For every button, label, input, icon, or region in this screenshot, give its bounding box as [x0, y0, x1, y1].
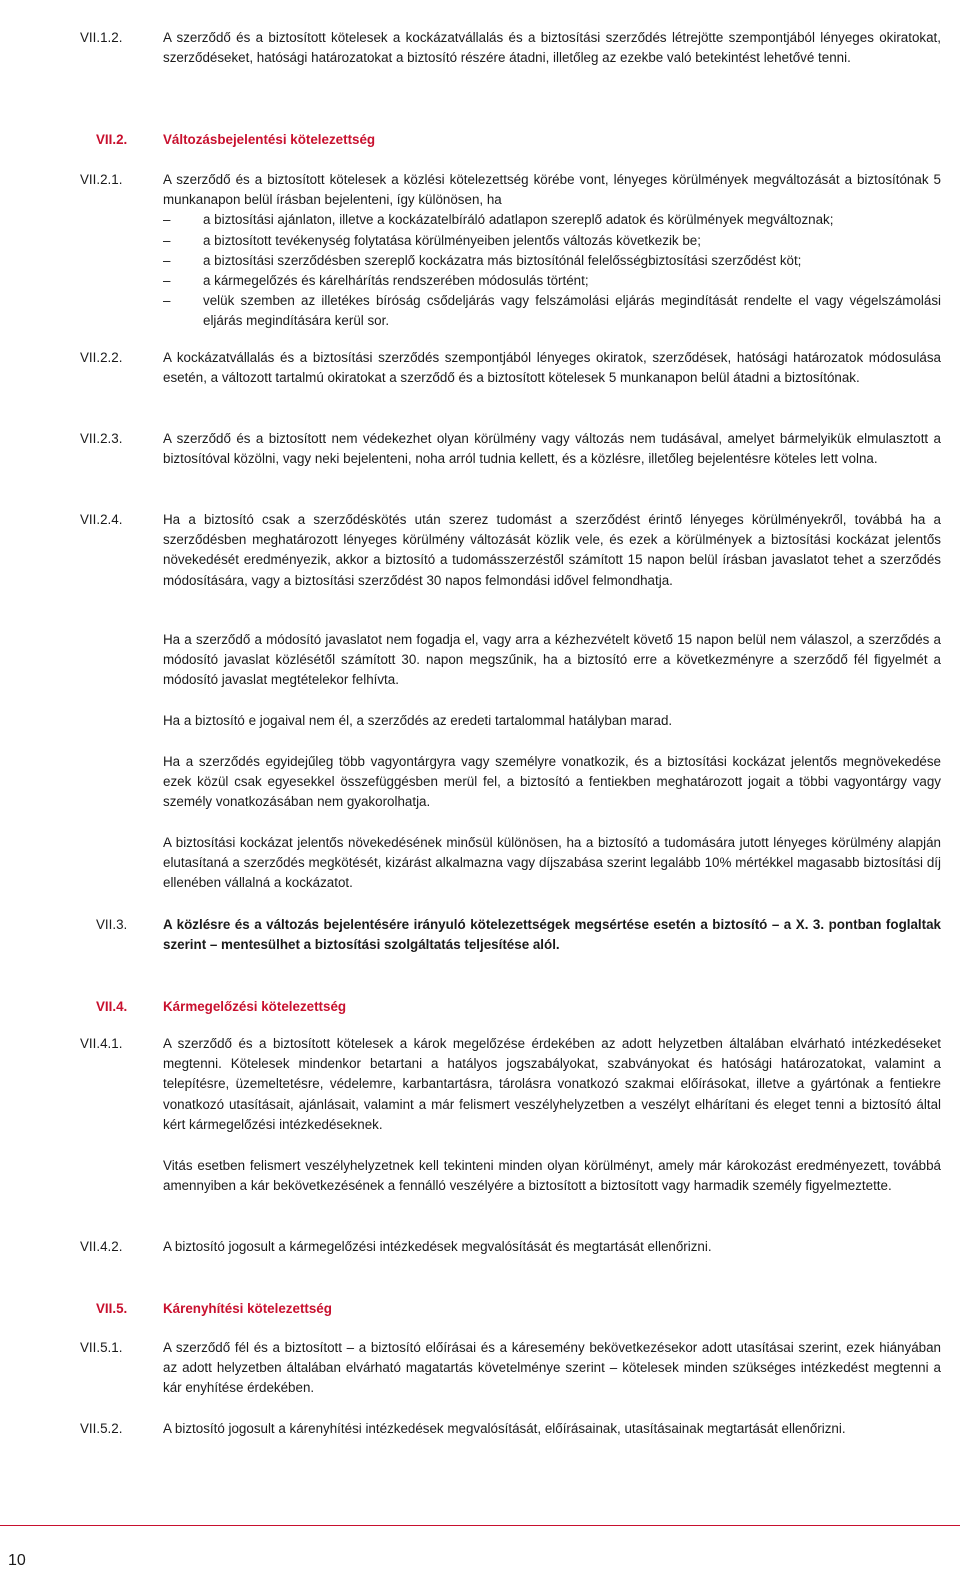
section-number: VII.2.2.	[80, 350, 123, 365]
dash-bullet: –	[163, 212, 171, 228]
section-text: Ha a biztosító e jogaival nem él, a szerződés az eredeti tartalommal hatályban marad.	[163, 713, 673, 728]
section-text: Ha a szerződő a módosító javaslatot nem fogadja el, vagy arra a kézhezvételt követő 15 napon belül nem válaszol, a szerződés a módosító javaslat közlésétől számított 30. napon megszűnik, ha a biztosító erre a következményre a szerződő fél figyelmét a módosító javaslat megtételekor felhívta.	[163, 632, 941, 688]
list-item: – a biztosított tevékenység folytatása körülményeiben jelentős változás következik be;	[163, 231, 941, 251]
section-number: VII.5.2.	[80, 1421, 123, 1436]
dash-bullet: –	[163, 252, 171, 268]
list-item: – velük szemben az illetékes bíróság csődeljárás vagy felszámolási eljárás megindítását rendelte el vagy végelszámolási eljárás megindítására kerül sor.	[163, 293, 941, 329]
section-number: VII.3.	[96, 917, 128, 932]
section-text: A szerződő fél és a biztosított – a biztosító előírásai és a káresemény bekövetkezésekor adott utasításai szerint, ezek hiányában az adott helyzetben általában elvárható magatartás követelménye szerint – kötelesek minden szükséges intézkedést megtenni a kár enyhítése érdekében.	[163, 1340, 941, 1396]
footer-divider	[0, 1525, 960, 1526]
section-number: VII.5.1.	[80, 1340, 123, 1355]
dash-bullet: –	[163, 293, 171, 309]
section-text: A szerződő és a biztosított kötelesek a kockázatvállalás és a biztosítási szerződés létrejötte szempontjából lényeges okiratokat, szerződéseket, hatósági határozatokat a biztosító részére átadni, illetőleg az ezekbe való betekintést lehetővé tenni.	[163, 30, 941, 66]
section-text: A biztosító jogosult a kárenyhítési intézkedések megvalósítását, előírásainak, utasításainak megtartását ellenőrizni.	[163, 1421, 846, 1436]
page-number: 10	[8, 1552, 26, 1569]
section-text: A kockázatvállalás és a biztosítási szerződés szempontjából lényeges okiratok, szerződések, hatósági határozatok módosulása esetén, a változott tartalmú okiratokat a szerződő és a biztosított kötelesek 5 munkanapon belül átadni a biztosítónak.	[163, 350, 941, 386]
section-text: Ha a szerződés egyidejűleg több vagyontárgyra vagy személyre vonatkozik, és a biztosítási kockázat jelentős megnövekedése ezek közül csak egyesekkel összefüggésben merül fel, a biztosító a fentiekben meghatározott jogait a többi vagyontárgy vagy személy vonatkozásában nem gyakorolhatja.	[163, 754, 941, 810]
section-heading: Változásbejelentési kötelezettség	[163, 132, 376, 147]
section-text: A biztosítási kockázat jelentős növekedésének minősül különösen, ha a biztosító a tudomására jutott lényeges körülmény alapján elutasítaná a szerződés megkötését, kizárást alkalmazna vagy díjszabása szerint legalább 10% mértékkel magasabb biztosítási díj ellenében vállalná a kockázatot.	[163, 835, 941, 891]
section-heading: Kárenyhítési kötelezettség	[163, 1301, 332, 1316]
section-text: A közlésre és a változás bejelentésére irányuló kötelezettségek megsértése esetén a biztosító – a X. 3. pontban foglaltak szerint – mentesülhet a biztosítási szolgáltatás teljesítése alól.	[163, 917, 941, 953]
dash-bullet: –	[163, 273, 171, 289]
section-number: VII.2.	[96, 132, 128, 147]
section-number: VII.2.4.	[80, 512, 123, 527]
section-text: Ha a biztosító csak a szerződéskötés után szerez tudomást a szerződést érintő lényeges körülményekről, továbbá ha a szerződésben meghatározott lényeges körülmény változását közlik vele, és ezek a körülmények a biztosítási kockázat jelentős növekedését eredményezik, akkor a biztosító a tudomásszerzéstől számított 15 napon belül írásban javaslatot tehet a szerződés módosítására, vagy a biztosítási szerződést 30 napos felmondási idővel felmondhatja.	[163, 512, 941, 588]
section-text: A szerződő és a biztosított nem védekezhet olyan körülmény vagy változás nem tudásával, amelyet bármelyikük elmulasztott a biztosítóval közölni, vagy neki bejelenteni, noha arról tudnia kellett, és a közlésre, illetőleg bejelentésre köteles lett volna.	[163, 431, 941, 467]
section-number: VII.5.	[96, 1301, 128, 1316]
list-item: – a biztosítási ajánlaton, illetve a kockázatelbíráló adatlapon szereplő adatok és körülmények megváltoznak;	[163, 210, 941, 230]
section-text: A szerződő és a biztosított kötelesek a közlési kötelezettség körébe vont, lényeges körülmények megváltozását a biztosítónak 5 munkanapon belül írásban bejelenteni, így különösen, ha	[163, 172, 941, 208]
dash-bullet: –	[163, 232, 171, 248]
section-heading: Kármegelőzési kötelezettség	[163, 999, 347, 1014]
section-number: VII.2.1.	[80, 172, 123, 187]
section-text: A szerződő és a biztosított kötelesek a károk megelőzése érdekében az adott helyzetben általában elvárható intézkedéseket megtenni. Kötelesek mindenkor betartani a hatályos jogszabályokat, szabványokat és hatósági határozatokat, valamint a telepítésre, üzemeltetésre, védelemre, karbantartásra, tárolásra vonatkozó szakmai előírásokat, illetve a gyártónak a fentiekre vonatkozó utasításait, ajánlásait, valamint a már felismert veszélyhelyzetben a veszélyt elhárítani és eleget tenni a biztosító által kért kármegelőzési intézkedéseknek.	[163, 1036, 941, 1132]
section-text-with-list	[163, 170, 941, 332]
section-number: VII.4.2.	[80, 1239, 123, 1254]
section-number: VII.4.	[96, 999, 128, 1014]
section-number: VII.2.3.	[80, 431, 123, 446]
section-number: VII.1.2.	[80, 30, 123, 45]
list-item: – a biztosítási szerződésben szereplő kockázatra más biztosítónál felelősségbiztosítási szerződést köt;	[163, 251, 941, 271]
list-item: – a kármegelőzés és kárelhárítás rendszerében módosulás történt;	[163, 271, 941, 291]
bullet-list	[163, 210, 941, 331]
section-text: Vitás esetben felismert veszélyhelyzetnek kell tekinteni minden olyan körülményt, amely már károkozást eredményezett, továbbá amennyiben a kár bekövetkezésének a fennálló veszélyére a biztosított a biztosított vagy harmadik személy figyelmeztette.	[163, 1158, 941, 1194]
section-text: A biztosító jogosult a kármegelőzési intézkedések megvalósítását és megtartását ellenőrizni.	[163, 1239, 712, 1254]
section-number: VII.4.1.	[80, 1036, 123, 1051]
